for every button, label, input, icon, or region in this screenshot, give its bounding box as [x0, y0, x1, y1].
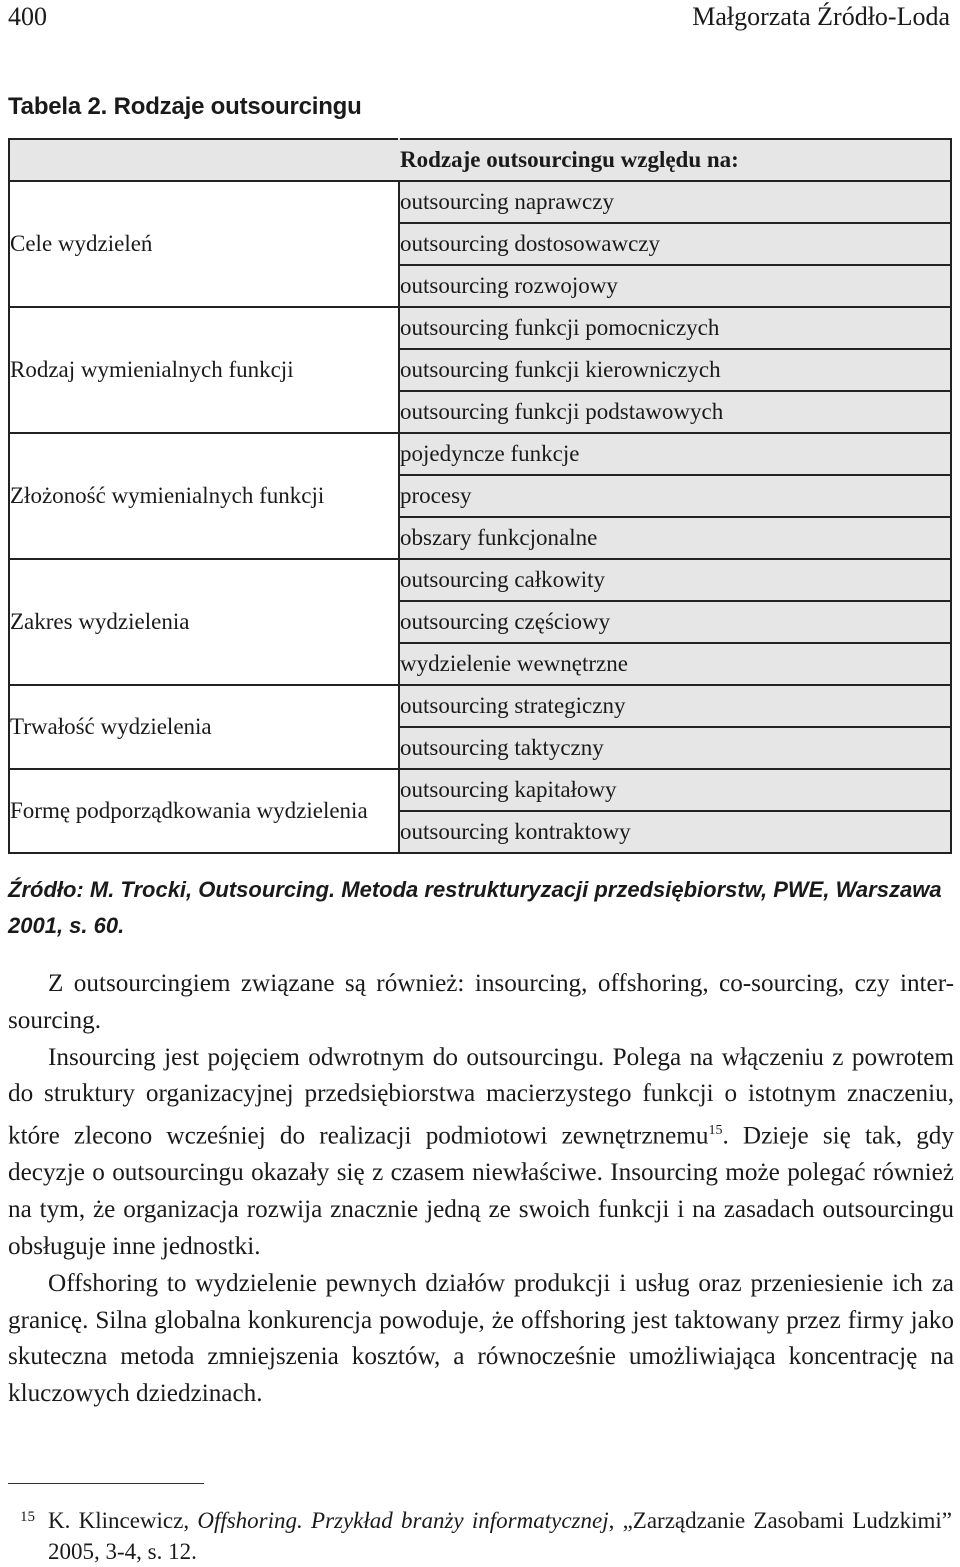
table-title: Tabela 2. Rodzaje outsourcingu	[8, 93, 362, 120]
footnote-body	[20, 1505, 952, 1567]
paragraph-3: Offshoring to wydzielenie pewnych działów produkcji i usług oraz przeniesienie ich za granicę. Silna globalna konkurencja powoduje, że offshoring jest taktowany przez firmy jako skuteczna metoda zmniejszenia kosztów, a równocześnie umożliwiająca koncentrację na kluczowych dziedzinach.	[8, 1269, 954, 1408]
footnote-reference: 15	[708, 1123, 723, 1139]
type-cell: outsourcing dostosowawczy	[399, 223, 951, 265]
category-cell: Rodzaj wymienialnych funkcji	[9, 307, 399, 433]
table-row	[9, 307, 951, 349]
category-cell: Złożoność wymienialnych funkcji	[9, 433, 399, 559]
type-cell: procesy	[399, 475, 951, 517]
category-cell: Cele wydzieleń	[9, 181, 399, 307]
paragraph-1: Z outsourcingiem związane są również: insourcing, offshoring, co-sourcing, czy inter-sourcing.	[8, 970, 954, 1034]
type-cell: wydzielenie wewnętrzne	[399, 643, 951, 685]
running-header-author: Małgorzata Źródło-Loda	[692, 2, 950, 31]
table-row	[9, 559, 951, 601]
table-row	[9, 181, 951, 223]
table-header-empty-cell	[9, 139, 399, 181]
type-cell: outsourcing rozwojowy	[399, 265, 951, 307]
table-row	[9, 685, 951, 727]
outsourcing-types-table	[8, 138, 952, 854]
paragraph-2-text-b: . Dzieje się tak, gdy decyzje o outsourcingu okazały się z czasem niewłaściwe. Insourcing może polegać również na tym, że organizacja rozwija znacznie jedną ze swoich funkcji i na zasadach outsourcingu obsługuje inne jednostki.	[8, 1122, 954, 1260]
footnote-rest: , „Zarządzanie Zasobami Ludzkimi” 2005, 3-4, s. 12.	[48, 1508, 952, 1564]
page-number: 400	[8, 2, 47, 31]
paragraph-2	[8, 1040, 954, 1266]
footnote	[20, 1505, 952, 1567]
footnote-separator	[8, 1483, 204, 1484]
paragraph-2-text-a: Insourcing jest pojęciem odwrotnym do outsourcingu. Polega na włączeniu z powrotem do struktury organizacyjnej przedsiębiorstwa macierzystego funkcji o istotnym znaczeniu, które zlecono wcześniej do realizacji podmiotowi zewnętrznemu	[8, 1043, 954, 1150]
table-row	[9, 433, 951, 475]
footnote-number: 15	[20, 1509, 35, 1525]
table-header-cell: Rodzaje outsourcingu względu na:	[399, 139, 951, 181]
type-cell: obszary funkcjonalne	[399, 517, 951, 559]
body-text	[8, 966, 954, 1413]
type-cell: outsourcing kapitałowy	[399, 769, 951, 811]
type-cell: outsourcing funkcji kierowniczych	[399, 349, 951, 391]
category-cell: Trwałość wydzielenia	[9, 685, 399, 769]
table-body	[9, 181, 951, 853]
type-cell: outsourcing strategiczny	[399, 685, 951, 727]
category-cell: Zakres wydzielenia	[9, 559, 399, 685]
type-cell: outsourcing kontraktowy	[399, 811, 951, 853]
footnote-author: K. Klincewicz,	[48, 1508, 198, 1533]
table-header-row	[9, 139, 951, 181]
footnote-title: Offshoring. Przykład branży informatycznej	[197, 1508, 609, 1533]
table-row	[9, 769, 951, 811]
type-cell: outsourcing funkcji podstawowych	[399, 391, 951, 433]
table-source-note: Źródło: M. Trocki, Outsourcing. Metoda restrukturyzacji przedsiębiorstw, PWE, Warszawa 2001, s. 60.	[8, 877, 942, 938]
type-cell: outsourcing funkcji pomocniczych	[399, 307, 951, 349]
type-cell: outsourcing taktyczny	[399, 727, 951, 769]
type-cell: outsourcing naprawczy	[399, 181, 951, 223]
type-cell: outsourcing częściowy	[399, 601, 951, 643]
category-cell: Formę podporządkowania wydzielenia	[9, 769, 399, 853]
type-cell: outsourcing całkowity	[399, 559, 951, 601]
type-cell: pojedyncze funkcje	[399, 433, 951, 475]
